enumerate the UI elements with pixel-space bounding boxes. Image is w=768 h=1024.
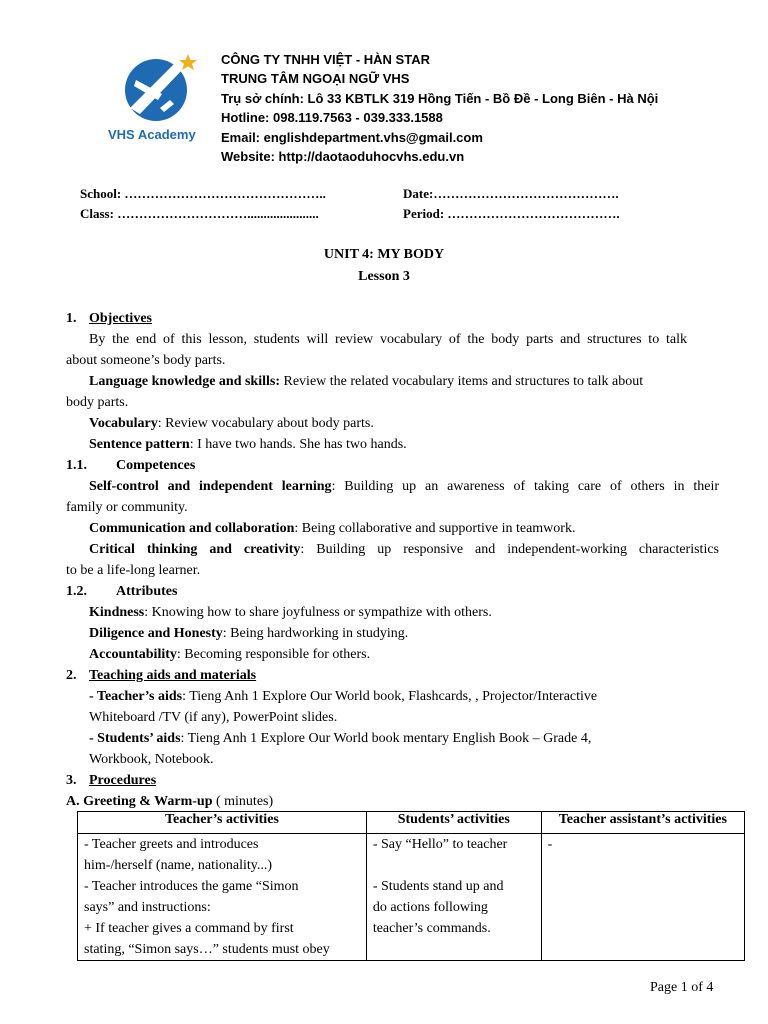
aids-heading: Teaching aids and materials — [89, 668, 257, 683]
unit-title: UNIT 4: MY BODY — [323, 247, 445, 262]
procedures-heading: Procedures — [89, 773, 157, 788]
critical-thinking-line2: to be a life-long learner. — [66, 563, 201, 578]
language-knowledge-line1: Language knowledge and skills: Review the related vocabulary items and structures to talk about — [89, 374, 644, 389]
competences-number: 1.1. — [66, 458, 87, 473]
teacher-activity-line: - Teacher greets and introduces — [84, 837, 259, 852]
critical-thinking-line1: Critical thinking and creativity: Building up responsive and independent-working characteristics — [89, 542, 719, 557]
students-aids-line1: - Students’ aids: Tieng Anh 1 Explore Our World book mentary English Book – Grade 4, — [89, 731, 592, 746]
teacher-aids-line2: Whiteboard /TV (if any), PowerPoint slides. — [89, 710, 338, 725]
accountability-line: Accountability: Becoming responsible for others. — [89, 647, 371, 662]
communication-line: Communication and collaboration: Being collaborative and supportive in teamwork. — [89, 521, 576, 536]
assistant-activities-cell — [541, 834, 744, 961]
students-activities-cell — [366, 834, 541, 961]
vocabulary-line: Vocabulary: Review vocabulary about body parts. — [89, 416, 374, 431]
language-knowledge-line2: body parts. — [66, 395, 129, 410]
self-control-line1: Self-control and independent learning: Building up an awareness of taking care of others in their — [89, 479, 719, 494]
student-activity-line: - Students stand up and — [372, 879, 504, 894]
lesson-title: Lesson 3 — [358, 269, 410, 284]
objectives-number: 1. — [66, 311, 77, 326]
table-header-row — [78, 812, 745, 834]
teacher-aids-label: - Teacher’s aids — [89, 689, 183, 704]
greeting-warmup-line: A. Greeting & Warm-up ( minutes) — [66, 794, 274, 809]
objectives-intro-line1: By the end of this lesson, students will review vocabulary of the body parts and structures to talk — [89, 332, 687, 347]
accountability-label: Accountability — [89, 647, 177, 662]
sentence-pattern-label: Sentence pattern — [89, 437, 190, 452]
header-students-activities: Students’ activities — [366, 812, 541, 834]
kindness-label: Kindness — [89, 605, 145, 620]
self-control-label: Self-control and independent learning — [89, 479, 332, 494]
teacher-activities-cell — [78, 834, 367, 961]
teacher-activity-line: says” and instructions: — [84, 900, 211, 915]
date-field: Date:……………………………………. — [403, 186, 619, 201]
school-field: School: ……………………………………….. — [80, 186, 326, 201]
address: Trụ sở chính: Lô 33 KBTLK 319 Hồng Tiến - Bồ Đề - Long Biên - Hà Nội — [221, 90, 659, 106]
attributes-number: 1.2. — [66, 584, 87, 599]
procedures-table — [77, 811, 745, 961]
student-activity-line: do actions following — [372, 900, 488, 915]
period-field: Period: …………………………………. — [403, 206, 620, 221]
students-aids-line2: Workbook, Notebook. — [89, 752, 214, 767]
logo-text: VHS Academy — [108, 127, 196, 142]
company-name: CÔNG TY TNHH VIỆT - HÀN STAR — [221, 52, 430, 67]
student-activity-line: - Say “Hello” to teacher — [372, 837, 508, 852]
email: Email: englishdepartment.vhs@gmail.com — [221, 129, 483, 145]
aids-number: 2. — [66, 668, 77, 683]
teacher-aids-line1: - Teacher’s aids: Tieng Anh 1 Explore Our World book, Flashcards, , Projector/Interactive — [89, 689, 598, 704]
objectives-heading: Objectives — [89, 311, 152, 326]
table-row — [78, 834, 745, 961]
communication-label: Communication and collaboration — [89, 521, 295, 536]
teacher-activity-line: - Teacher introduces the game “Simon — [84, 879, 299, 894]
hotline: Hotline: 098.119.7563 - 039.333.1588 — [221, 110, 443, 126]
assistant-activity-line: - — [547, 837, 553, 852]
self-control-line2: family or community. — [66, 500, 188, 515]
critical-thinking-label: Critical thinking and creativity — [89, 542, 301, 557]
teacher-activity-line: + If teacher gives a command by first — [84, 921, 294, 936]
diligence-line: Diligence and Honesty: Being hardworking in studying. — [89, 626, 409, 641]
student-activity-line: teacher’s commands. — [372, 921, 491, 936]
students-aids-label: - Students’ aids — [89, 731, 181, 746]
website: Website: http://daotaoduhocvhs.edu.vn — [221, 149, 465, 165]
center-name: TRUNG TÂM NGOẠI NGỮ VHS — [221, 71, 410, 87]
attributes-heading: Attributes — [116, 584, 178, 599]
header-teacher-activities: Teacher’s activities — [78, 812, 367, 834]
objectives-intro-line2: about someone’s body parts. — [66, 353, 226, 368]
language-knowledge-label: Language knowledge and skills: — [89, 374, 280, 389]
greeting-warmup-label: A. Greeting & Warm-up — [66, 794, 213, 809]
class-field: Class: …………………………...................... — [80, 206, 319, 221]
company-header — [221, 50, 658, 166]
teacher-activity-line: stating, “Simon says…” students must obey — [84, 942, 330, 957]
student-activity-spacer — [373, 855, 538, 876]
procedures-number: 3. — [66, 773, 77, 788]
diligence-label: Diligence and Honesty — [89, 626, 223, 641]
sentence-pattern-line: Sentence pattern: I have two hands. She has two hands. — [89, 437, 407, 452]
page-number: Page 1 of 4 — [650, 980, 714, 995]
header-assistant-activities: Teacher assistant’s activities — [541, 812, 744, 834]
teacher-activity-line: him-/herself (name, nationality...) — [84, 858, 273, 873]
vocabulary-label: Vocabulary — [89, 416, 158, 431]
kindness-line: Kindness: Knowing how to share joyfulness or sympathize with others. — [89, 605, 492, 620]
competences-heading: Competences — [116, 458, 196, 473]
